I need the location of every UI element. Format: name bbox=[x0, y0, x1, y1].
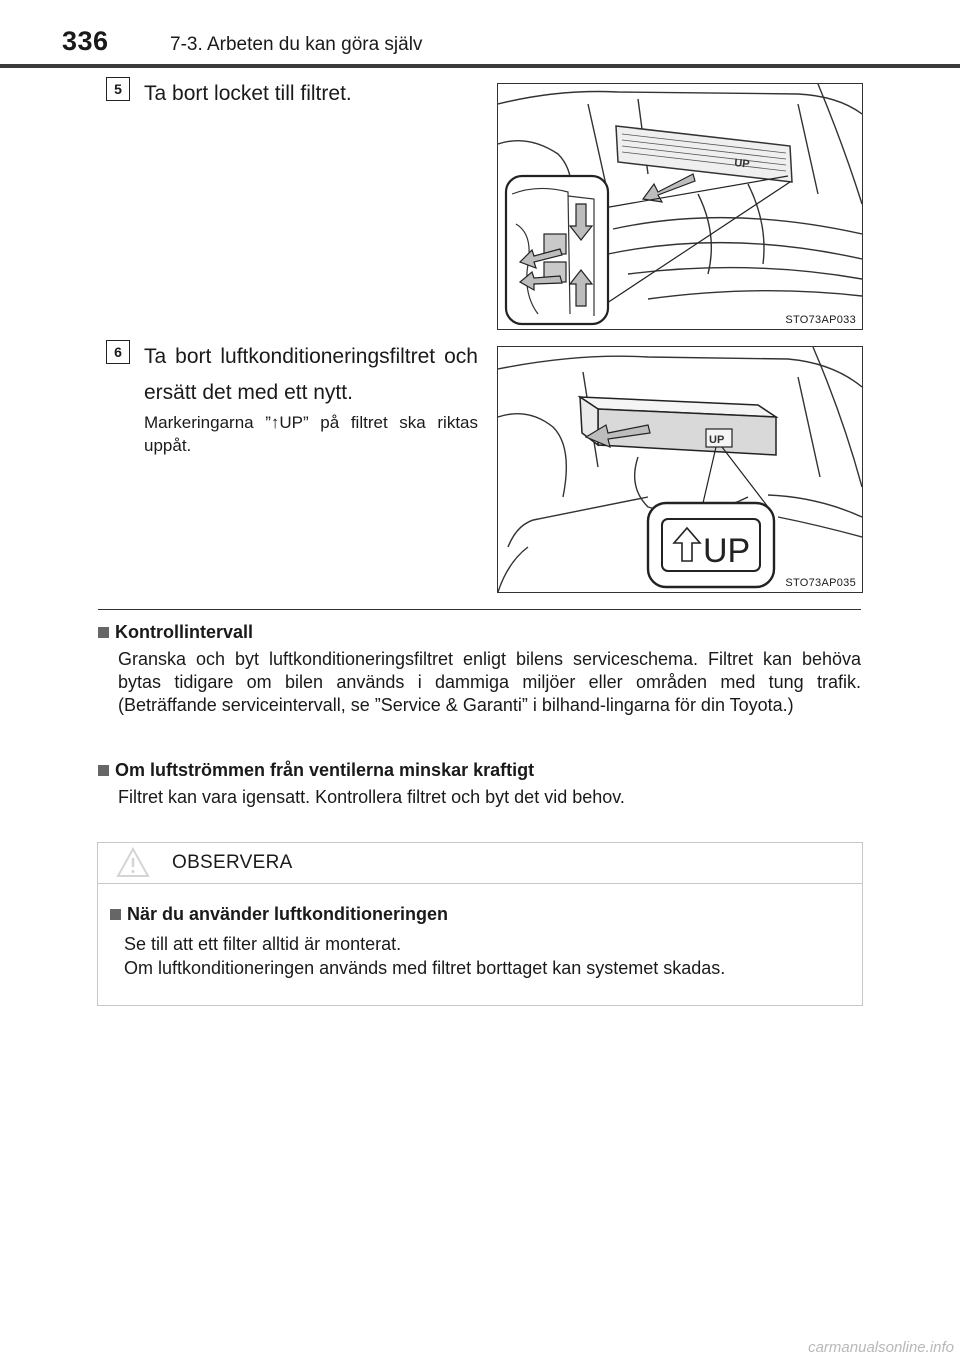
info-title bbox=[98, 620, 861, 644]
section-title: 7-3. Arbeten du kan göra själv bbox=[170, 34, 423, 55]
step-6-text: Ta bort luftkonditioneringsfiltret och ersätt det med ett nytt. bbox=[144, 345, 478, 404]
bullet-square-icon bbox=[98, 627, 109, 638]
notice-header bbox=[98, 843, 862, 884]
figure-code: STO73AP035 bbox=[785, 577, 856, 589]
bullet-square-icon bbox=[98, 765, 109, 776]
info-block-check-interval bbox=[98, 620, 861, 717]
step-number-badge: 6 bbox=[106, 340, 130, 364]
info-title-text: Kontrollintervall bbox=[115, 622, 254, 642]
notice-line: Se till att ett filter alltid är monterat. bbox=[124, 934, 402, 954]
figure-replace-filter bbox=[497, 346, 863, 593]
notice-box bbox=[97, 842, 863, 1006]
filter-replace-illustration bbox=[498, 347, 862, 592]
header-rule bbox=[0, 64, 960, 68]
bullet-square-icon bbox=[110, 909, 121, 920]
section-divider bbox=[98, 609, 861, 610]
filter-up-label-large: UP bbox=[703, 532, 751, 570]
filter-cover-illustration bbox=[498, 84, 862, 329]
step-6-note: Markeringarna ”↑UP” på filtret ska riktas uppåt. bbox=[144, 413, 478, 455]
warning-icon bbox=[116, 847, 150, 879]
step-5-text: Ta bort locket till filtret. bbox=[144, 82, 352, 105]
watermark: carmanualsonline.info bbox=[808, 1339, 954, 1356]
filter-up-marking: UP bbox=[709, 434, 725, 446]
info-body: Granska och byt luftkonditioneringsfiltret enligt bilens serviceschema. Filtret kan behöva bytas tidigare om bilen används i dammiga miljöer eller områden med tung trafik. (Beträffande serviceintervall, se ”Service & Garanti” i bilhand-lingarna för din Toyota.) bbox=[118, 649, 861, 715]
step-number-badge: 5 bbox=[106, 77, 130, 101]
notice-label: OBSERVERA bbox=[172, 852, 293, 873]
figure-code: STO73AP033 bbox=[785, 314, 856, 326]
info-title-text: Om luftströmmen från ventilerna minskar kraftigt bbox=[115, 760, 535, 780]
info-block-airflow bbox=[98, 758, 861, 809]
notice-line: Om luftkonditioneringen används med filtret borttaget kan systemet skadas. bbox=[124, 958, 726, 978]
notice-subtitle-text: När du använder luftkonditioneringen bbox=[127, 904, 449, 924]
page-number: 336 bbox=[62, 26, 109, 56]
figure-up-marking: UP bbox=[733, 157, 751, 171]
notice-subtitle bbox=[110, 904, 448, 925]
info-title bbox=[98, 758, 861, 782]
info-body: Filtret kan vara igensatt. Kontrollera filtret och byt det vid behov. bbox=[118, 787, 625, 807]
figure-remove-filter-cover bbox=[497, 83, 863, 330]
notice-body bbox=[124, 932, 725, 980]
arrow-icon bbox=[643, 174, 695, 202]
